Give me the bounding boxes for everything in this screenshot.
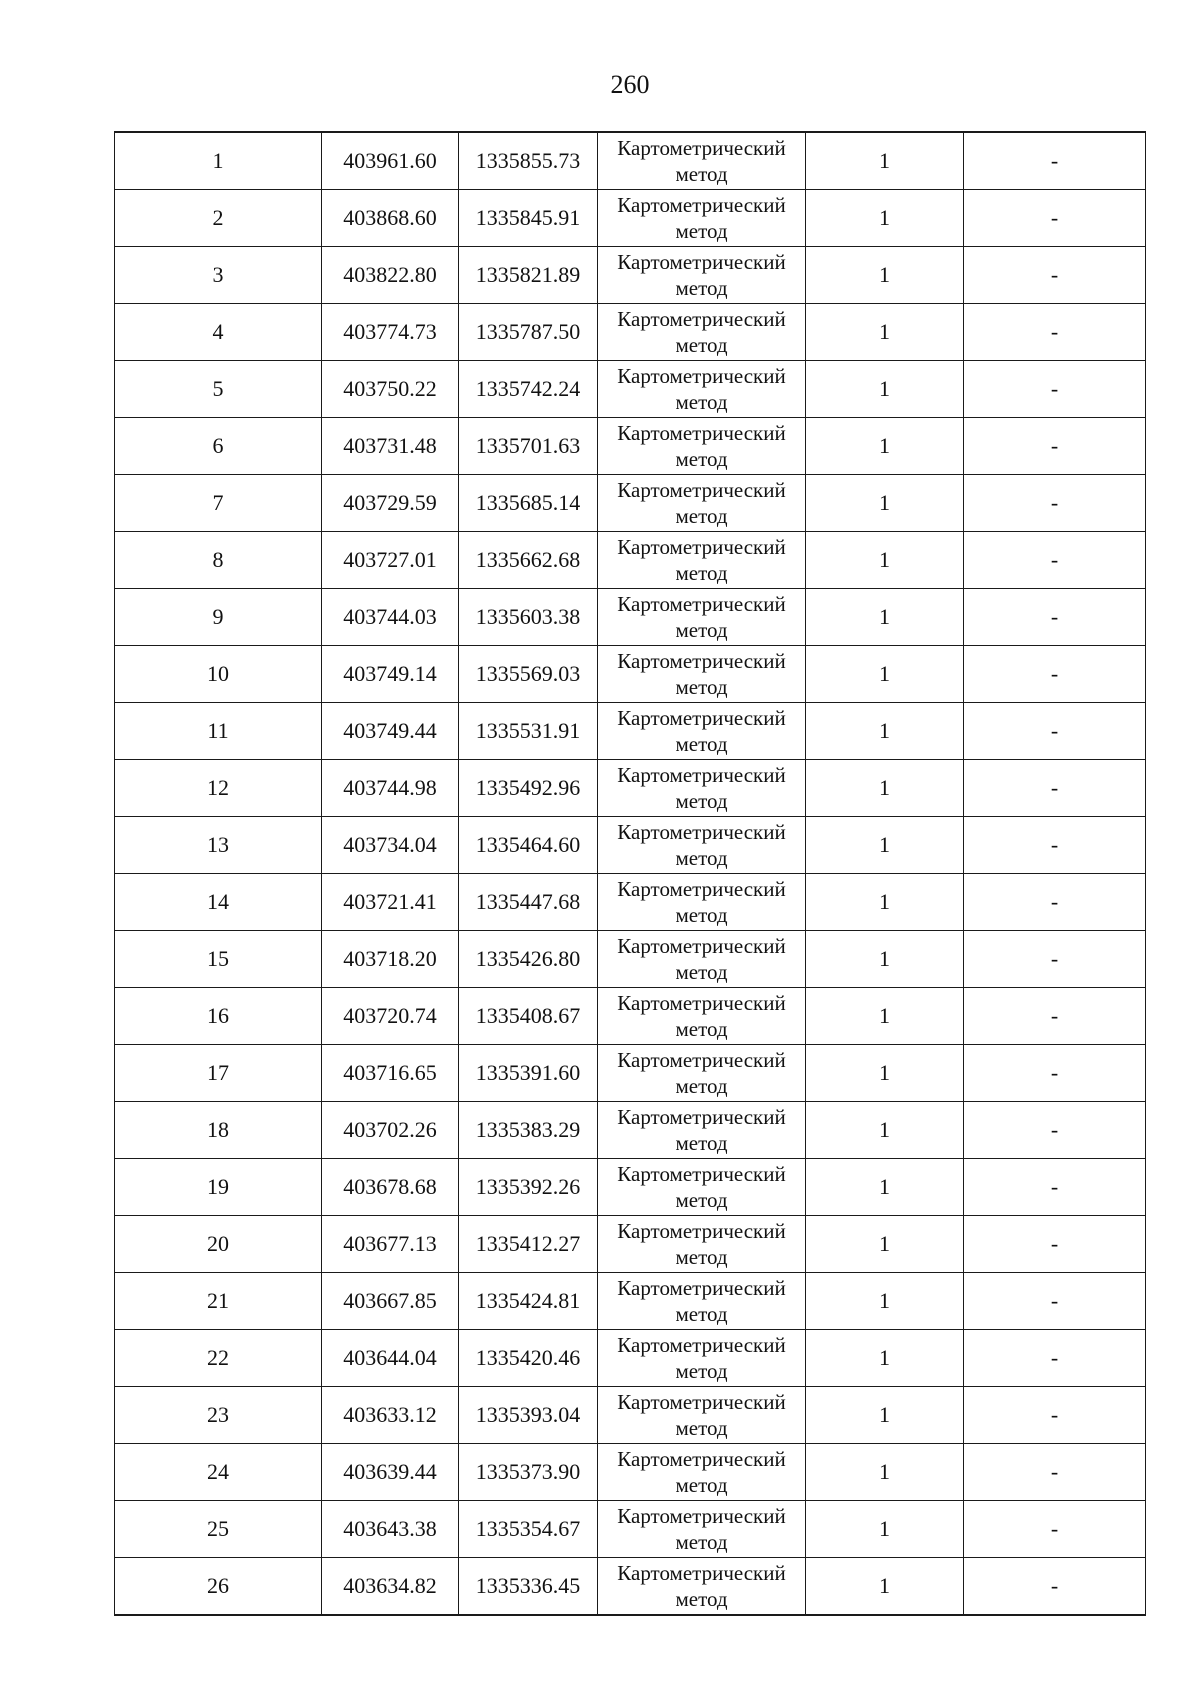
method-line-2: метод <box>675 1530 728 1554</box>
note-cell: - <box>964 418 1146 475</box>
accuracy-cell: 1 <box>806 361 964 418</box>
x-coordinate-cell: 403749.44 <box>322 703 459 760</box>
method-line-1: Картометрический <box>617 193 786 217</box>
y-coordinate-cell: 1335420.46 <box>459 1330 598 1387</box>
note-cell: - <box>964 874 1146 931</box>
table-row <box>115 361 1146 418</box>
y-coordinate-cell: 1335742.24 <box>459 361 598 418</box>
point-number-cell: 26 <box>115 1558 322 1616</box>
method-line-1: Картометрический <box>617 649 786 673</box>
method-cell <box>598 1216 806 1273</box>
point-number-cell: 3 <box>115 247 322 304</box>
y-coordinate-cell: 1335845.91 <box>459 190 598 247</box>
y-coordinate-cell: 1335603.38 <box>459 589 598 646</box>
point-number-cell: 8 <box>115 532 322 589</box>
accuracy-cell: 1 <box>806 1501 964 1558</box>
table-row <box>115 1102 1146 1159</box>
method-line-1: Картометрический <box>617 877 786 901</box>
note-cell: - <box>964 190 1146 247</box>
y-coordinate-cell: 1335787.50 <box>459 304 598 361</box>
method-line-1: Картометрический <box>617 1162 786 1186</box>
point-number-cell: 17 <box>115 1045 322 1102</box>
x-coordinate-cell: 403643.38 <box>322 1501 459 1558</box>
accuracy-cell: 1 <box>806 1387 964 1444</box>
coordinates-table-body <box>115 132 1146 1615</box>
point-number-cell: 25 <box>115 1501 322 1558</box>
point-number-cell: 24 <box>115 1444 322 1501</box>
table-row <box>115 1216 1146 1273</box>
method-cell <box>598 760 806 817</box>
y-coordinate-cell: 1335424.81 <box>459 1273 598 1330</box>
note-cell: - <box>964 589 1146 646</box>
y-coordinate-cell: 1335569.03 <box>459 646 598 703</box>
table-row <box>115 589 1146 646</box>
point-number-cell: 7 <box>115 475 322 532</box>
accuracy-cell: 1 <box>806 132 964 190</box>
table-row <box>115 1387 1146 1444</box>
point-number-cell: 21 <box>115 1273 322 1330</box>
x-coordinate-cell: 403868.60 <box>322 190 459 247</box>
x-coordinate-cell: 403744.98 <box>322 760 459 817</box>
y-coordinate-cell: 1335855.73 <box>459 132 598 190</box>
x-coordinate-cell: 403667.85 <box>322 1273 459 1330</box>
x-coordinate-cell: 403961.60 <box>322 132 459 190</box>
table-row <box>115 1330 1146 1387</box>
note-cell: - <box>964 132 1146 190</box>
point-number-cell: 19 <box>115 1159 322 1216</box>
note-cell: - <box>964 304 1146 361</box>
method-cell <box>598 1102 806 1159</box>
y-coordinate-cell: 1335336.45 <box>459 1558 598 1616</box>
x-coordinate-cell: 403639.44 <box>322 1444 459 1501</box>
method-line-2: метод <box>675 1473 728 1497</box>
method-line-1: Картометрический <box>617 1276 786 1300</box>
table-row <box>115 1444 1146 1501</box>
accuracy-cell: 1 <box>806 1330 964 1387</box>
method-line-1: Картометрический <box>617 478 786 502</box>
table-row <box>115 1558 1146 1616</box>
method-line-2: метод <box>675 1359 728 1383</box>
method-line-2: метод <box>675 846 728 870</box>
accuracy-cell: 1 <box>806 475 964 532</box>
note-cell: - <box>964 817 1146 874</box>
method-line-1: Картометрический <box>617 763 786 787</box>
note-cell: - <box>964 1330 1146 1387</box>
method-line-2: метод <box>675 561 728 585</box>
method-cell <box>598 931 806 988</box>
table-row <box>115 247 1146 304</box>
x-coordinate-cell: 403678.68 <box>322 1159 459 1216</box>
method-line-1: Картометрический <box>617 136 786 160</box>
method-cell <box>598 1444 806 1501</box>
y-coordinate-cell: 1335685.14 <box>459 475 598 532</box>
x-coordinate-cell: 403744.03 <box>322 589 459 646</box>
x-coordinate-cell: 403774.73 <box>322 304 459 361</box>
table-row <box>115 703 1146 760</box>
note-cell: - <box>964 1444 1146 1501</box>
method-line-2: метод <box>675 447 728 471</box>
table-row <box>115 532 1146 589</box>
point-number-cell: 22 <box>115 1330 322 1387</box>
method-cell <box>598 532 806 589</box>
y-coordinate-cell: 1335391.60 <box>459 1045 598 1102</box>
accuracy-cell: 1 <box>806 418 964 475</box>
point-number-cell: 1 <box>115 132 322 190</box>
table-row <box>115 418 1146 475</box>
table-row <box>115 1273 1146 1330</box>
method-line-1: Картометрический <box>617 592 786 616</box>
method-line-1: Картометрический <box>617 991 786 1015</box>
accuracy-cell: 1 <box>806 532 964 589</box>
method-line-1: Картометрический <box>617 307 786 331</box>
method-line-1: Картометрический <box>617 421 786 445</box>
method-line-1: Картометрический <box>617 1390 786 1414</box>
x-coordinate-cell: 403727.01 <box>322 532 459 589</box>
method-line-2: метод <box>675 333 728 357</box>
method-cell <box>598 703 806 760</box>
coordinates-table <box>114 131 1146 1616</box>
method-line-2: метод <box>675 1017 728 1041</box>
table-row <box>115 1501 1146 1558</box>
accuracy-cell: 1 <box>806 1273 964 1330</box>
point-number-cell: 4 <box>115 304 322 361</box>
method-cell <box>598 190 806 247</box>
method-cell <box>598 1558 806 1616</box>
accuracy-cell: 1 <box>806 1102 964 1159</box>
y-coordinate-cell: 1335408.67 <box>459 988 598 1045</box>
y-coordinate-cell: 1335412.27 <box>459 1216 598 1273</box>
note-cell: - <box>964 1387 1146 1444</box>
x-coordinate-cell: 403702.26 <box>322 1102 459 1159</box>
method-line-1: Картометрический <box>617 1561 786 1585</box>
method-line-2: метод <box>675 390 728 414</box>
method-cell <box>598 817 806 874</box>
note-cell: - <box>964 532 1146 589</box>
accuracy-cell: 1 <box>806 1558 964 1616</box>
method-line-2: метод <box>675 732 728 756</box>
note-cell: - <box>964 1558 1146 1616</box>
point-number-cell: 23 <box>115 1387 322 1444</box>
accuracy-cell: 1 <box>806 304 964 361</box>
method-line-2: метод <box>675 1188 728 1212</box>
accuracy-cell: 1 <box>806 1159 964 1216</box>
accuracy-cell: 1 <box>806 874 964 931</box>
note-cell: - <box>964 931 1146 988</box>
method-cell <box>598 1045 806 1102</box>
y-coordinate-cell: 1335464.60 <box>459 817 598 874</box>
method-line-1: Картометрический <box>617 1333 786 1357</box>
x-coordinate-cell: 403634.82 <box>322 1558 459 1616</box>
point-number-cell: 14 <box>115 874 322 931</box>
point-number-cell: 20 <box>115 1216 322 1273</box>
point-number-cell: 10 <box>115 646 322 703</box>
method-line-1: Картометрический <box>617 1504 786 1528</box>
accuracy-cell: 1 <box>806 931 964 988</box>
x-coordinate-cell: 403822.80 <box>322 247 459 304</box>
method-line-2: метод <box>675 219 728 243</box>
x-coordinate-cell: 403750.22 <box>322 361 459 418</box>
point-number-cell: 6 <box>115 418 322 475</box>
y-coordinate-cell: 1335492.96 <box>459 760 598 817</box>
point-number-cell: 2 <box>115 190 322 247</box>
y-coordinate-cell: 1335383.29 <box>459 1102 598 1159</box>
method-line-1: Картометрический <box>617 934 786 958</box>
method-line-1: Картометрический <box>617 250 786 274</box>
method-cell <box>598 418 806 475</box>
y-coordinate-cell: 1335393.04 <box>459 1387 598 1444</box>
method-line-1: Картометрический <box>617 1105 786 1129</box>
point-number-cell: 15 <box>115 931 322 988</box>
accuracy-cell: 1 <box>806 1444 964 1501</box>
method-cell <box>598 361 806 418</box>
method-line-1: Картометрический <box>617 1219 786 1243</box>
point-number-cell: 16 <box>115 988 322 1045</box>
point-number-cell: 11 <box>115 703 322 760</box>
note-cell: - <box>964 475 1146 532</box>
table-row <box>115 931 1146 988</box>
accuracy-cell: 1 <box>806 190 964 247</box>
method-line-2: метод <box>675 1587 728 1611</box>
y-coordinate-cell: 1335531.91 <box>459 703 598 760</box>
method-line-2: метод <box>675 162 728 186</box>
point-number-cell: 12 <box>115 760 322 817</box>
method-line-2: метод <box>675 675 728 699</box>
note-cell: - <box>964 1216 1146 1273</box>
note-cell: - <box>964 988 1146 1045</box>
note-cell: - <box>964 1273 1146 1330</box>
x-coordinate-cell: 403644.04 <box>322 1330 459 1387</box>
method-line-2: метод <box>675 1416 728 1440</box>
method-cell <box>598 646 806 703</box>
method-cell <box>598 589 806 646</box>
accuracy-cell: 1 <box>806 589 964 646</box>
table-row <box>115 988 1146 1045</box>
y-coordinate-cell: 1335447.68 <box>459 874 598 931</box>
table-row <box>115 475 1146 532</box>
method-line-2: метод <box>675 960 728 984</box>
point-number-cell: 9 <box>115 589 322 646</box>
accuracy-cell: 1 <box>806 646 964 703</box>
method-cell <box>598 1501 806 1558</box>
x-coordinate-cell: 403721.41 <box>322 874 459 931</box>
note-cell: - <box>964 646 1146 703</box>
y-coordinate-cell: 1335373.90 <box>459 1444 598 1501</box>
x-coordinate-cell: 403731.48 <box>322 418 459 475</box>
method-line-2: метод <box>675 618 728 642</box>
accuracy-cell: 1 <box>806 247 964 304</box>
table-row <box>115 817 1146 874</box>
method-line-2: метод <box>675 504 728 528</box>
accuracy-cell: 1 <box>806 703 964 760</box>
table-row <box>115 304 1146 361</box>
method-cell <box>598 1387 806 1444</box>
method-line-1: Картометрический <box>617 364 786 388</box>
method-line-1: Картометрический <box>617 1447 786 1471</box>
method-cell <box>598 1273 806 1330</box>
x-coordinate-cell: 403749.14 <box>322 646 459 703</box>
accuracy-cell: 1 <box>806 760 964 817</box>
method-cell <box>598 132 806 190</box>
x-coordinate-cell: 403718.20 <box>322 931 459 988</box>
page-number: 260 <box>610 70 650 99</box>
table-row <box>115 874 1146 931</box>
method-line-1: Картометрический <box>617 706 786 730</box>
note-cell: - <box>964 703 1146 760</box>
y-coordinate-cell: 1335662.68 <box>459 532 598 589</box>
note-cell: - <box>964 1501 1146 1558</box>
x-coordinate-cell: 403633.12 <box>322 1387 459 1444</box>
method-line-1: Картометрический <box>617 535 786 559</box>
x-coordinate-cell: 403734.04 <box>322 817 459 874</box>
method-cell <box>598 304 806 361</box>
table-row <box>115 646 1146 703</box>
accuracy-cell: 1 <box>806 1216 964 1273</box>
table-row <box>115 1045 1146 1102</box>
method-line-2: метод <box>675 903 728 927</box>
table-row <box>115 132 1146 190</box>
method-line-2: метод <box>675 1245 728 1269</box>
note-cell: - <box>964 1102 1146 1159</box>
method-cell <box>598 874 806 931</box>
x-coordinate-cell: 403720.74 <box>322 988 459 1045</box>
method-cell <box>598 1159 806 1216</box>
method-cell <box>598 475 806 532</box>
method-line-1: Картометрический <box>617 820 786 844</box>
table-row <box>115 190 1146 247</box>
table-row <box>115 760 1146 817</box>
accuracy-cell: 1 <box>806 1045 964 1102</box>
method-line-2: метод <box>675 1131 728 1155</box>
note-cell: - <box>964 1045 1146 1102</box>
method-line-1: Картометрический <box>617 1048 786 1072</box>
note-cell: - <box>964 361 1146 418</box>
x-coordinate-cell: 403716.65 <box>322 1045 459 1102</box>
method-line-2: метод <box>675 789 728 813</box>
method-line-2: метод <box>675 1074 728 1098</box>
method-cell <box>598 1330 806 1387</box>
note-cell: - <box>964 1159 1146 1216</box>
y-coordinate-cell: 1335392.26 <box>459 1159 598 1216</box>
point-number-cell: 13 <box>115 817 322 874</box>
accuracy-cell: 1 <box>806 817 964 874</box>
point-number-cell: 18 <box>115 1102 322 1159</box>
table-row <box>115 1159 1146 1216</box>
y-coordinate-cell: 1335426.80 <box>459 931 598 988</box>
point-number-cell: 5 <box>115 361 322 418</box>
y-coordinate-cell: 1335701.63 <box>459 418 598 475</box>
y-coordinate-cell: 1335354.67 <box>459 1501 598 1558</box>
method-cell <box>598 247 806 304</box>
x-coordinate-cell: 403677.13 <box>322 1216 459 1273</box>
x-coordinate-cell: 403729.59 <box>322 475 459 532</box>
note-cell: - <box>964 760 1146 817</box>
method-line-2: метод <box>675 1302 728 1326</box>
method-cell <box>598 988 806 1045</box>
y-coordinate-cell: 1335821.89 <box>459 247 598 304</box>
method-line-2: метод <box>675 276 728 300</box>
accuracy-cell: 1 <box>806 988 964 1045</box>
note-cell: - <box>964 247 1146 304</box>
